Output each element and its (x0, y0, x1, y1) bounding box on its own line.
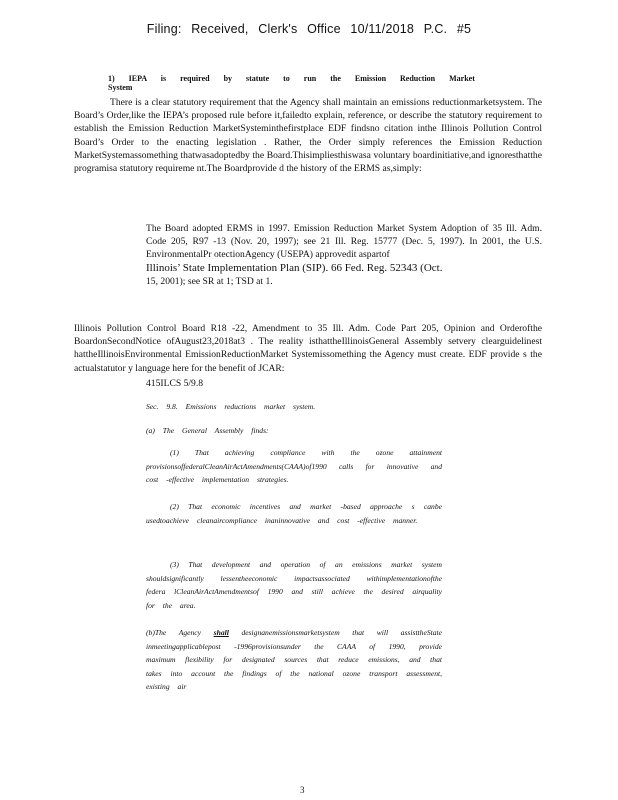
statute-item-2: (2) That economic incentives and market -based approache s canbe usedtoachieve cleanaircompliance inaninnovative and cost -effective manner. (146, 502, 442, 525)
quote-line-2: Illinois’ State Implementation Plan (SIP). 66 Fed. Reg. 52343 (Oct. (146, 261, 443, 274)
block-quote (146, 222, 542, 288)
statute-subsection-b (146, 626, 442, 694)
statute-b-shall: shall (213, 628, 229, 637)
paragraph-statutory-requirement: There is a clear statutory requirement that the Agency shall maintain an emissions reductionmarketsystem. The Board’s Order,like the IEPA’s proposed rule before it,failedto explain, reference, or describe the statutory requirement to establish the Emission Reduction MarketSysteminthefirstplace EDF findsno citation inthe Illinois Pollution Control Board’s Order to the enacting legislation . Rather, the Order simply references the Emission Reduction MarketSystemassomething thatwasadoptedby the Board.Thisimpliesthiswasa voluntary boardinitiative,and ignoresthatthe programisa statutory requireme nt.The Boardprovide d the history of the ERMS as,simply: (74, 97, 542, 175)
statute-b-intro: (b)The Agency (146, 628, 202, 637)
statute-section-title: Sec. 9.8. Emissions reductions market system. (146, 402, 316, 411)
filing-header: Filing: Received, Clerk's Office 10/11/2018 P.C. #5 (146, 22, 472, 36)
statute-item-3: (3) That development and operation of an emissions market system shouldsignificantly lessentheeconomic impactsassociated withimplementationofthe federa lCleanAirActAmendmentsof 1990 and still achieve the desired airquality for the area. (146, 560, 442, 610)
quote-line-1: The Board adopted ERMS in 1997. Emission Reduction Market System Adoption of 35 Ill. Adm. Code 205, R97 -13 (Nov. 20, 1997); see 21 Ill. Reg. 15777 (Dec. 5, 1997). In 2001, the U.S. EnvironmentalPr otectionAgency (USEPA) approvedit aspartof (146, 223, 542, 261)
section-heading: 1) IEPA is required by statute to run the Emission Reduction Market System (108, 74, 475, 92)
statute-reference: 415ILCS 5/9.8 (146, 378, 204, 389)
statute-b-text: designanemissionsmarketsystem that will assisttheState inmeetingapplicablepost -1996provisionsunder the CAAA of 1990, provide maximum flexibility for designated sources that reduce emissions, and that takes into account the findings of the national ozone transport assessment, existing air (146, 628, 443, 692)
paragraph-general-assembly: Illinois Pollution Control Board R18 -22, Amendment to 35 Ill. Adm. Code Part 205, Opinion and Orderofthe BoardonSecondNotice ofAugust23,2018at3 . The reality isthattheIllinoisGeneral Assembly setvery clearguidelinest hattheIllinoisEnvironmental EmissionReductionMarket Systemissomething the Agency must create. EDF provide s the actualstatutor y language here for the benefit of JCAR: (74, 323, 542, 374)
statute-subsection-a: (a) The General Assembly finds: (146, 426, 269, 435)
statute-item-1: (1) That achieving compliance with the ozone attainment provisionsoffederalCleanAirActAmendments(CAAA)of1990 calls for innovative and cost -effective implementation strategies. (146, 448, 442, 485)
quote-line-3: 15, 2001); see SR at 1; TSD at 1. (146, 275, 273, 287)
page-number: 3 (300, 785, 305, 795)
